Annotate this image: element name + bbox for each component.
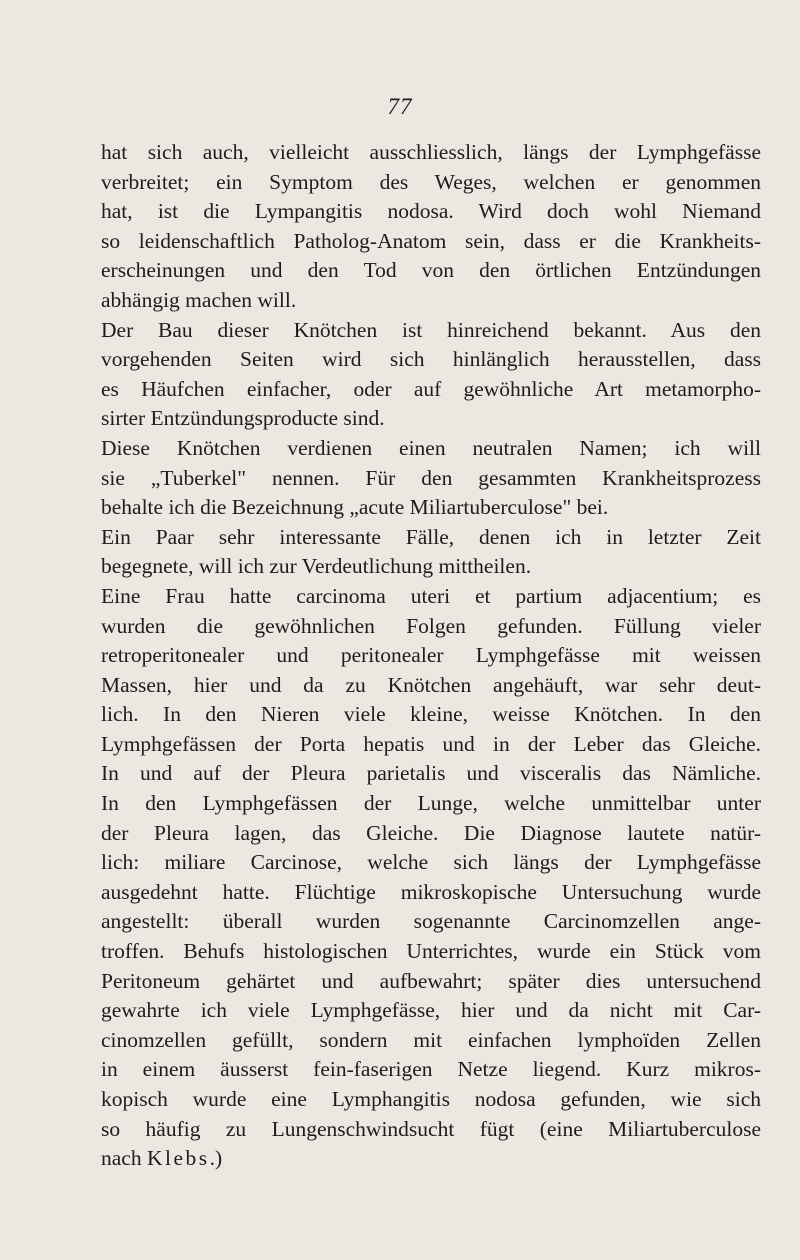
body-text bbox=[101, 138, 761, 1174]
text-line: ausgedehnt hatte. Flüchtige mikroskopische Untersuchung wurde bbox=[101, 879, 761, 904]
text-line: troffen. Behufs histologischen Unterrichtes, wurde ein Stück vom bbox=[101, 939, 761, 964]
author-name: Klebs bbox=[146, 1146, 210, 1171]
text-line: abhängig machen will. bbox=[101, 287, 297, 312]
text-line: verbreitet; ein Symptom des Weges, welchen er genommen bbox=[101, 169, 761, 194]
text-line-final bbox=[101, 1144, 761, 1174]
text-line: es Häufchen einfacher, oder auf gewöhnliche Art metamorpho- bbox=[101, 376, 761, 401]
page-number: 77 bbox=[387, 94, 413, 119]
final-line-prefix: nach bbox=[101, 1146, 142, 1171]
text-line: angestellt: überall wurden sogenannte Carcinomzellen ange- bbox=[101, 909, 761, 934]
text-line: Eine Frau hatte carcinoma uteri et partium adjacentium; es bbox=[101, 583, 761, 608]
text-line: vorgehenden Seiten wird sich hinlänglich herausstellen, dass bbox=[101, 347, 761, 372]
text-line: behalte ich die Bezeichnung „acute Miliartuberculose" bei. bbox=[101, 495, 609, 520]
text-line: Lymphgefässen der Porta hepatis und in der Leber das Gleiche. bbox=[101, 731, 761, 756]
text-line: sie „Tuberkel" nennen. Für den gesammten Krankheitsprozess bbox=[101, 465, 761, 490]
text-line: in einem äusserst fein-faserigen Netze liegend. Kurz mikros- bbox=[101, 1057, 761, 1082]
text-line: Peritoneum gehärtet und aufbewahrt; später dies untersuchend bbox=[101, 968, 761, 993]
text-line: gewahrte ich viele Lymphgefässe, hier und da nicht mit Car- bbox=[101, 998, 761, 1023]
text-line: lich: miliare Carcinose, welche sich längs der Lymphgefässe bbox=[101, 850, 761, 875]
text-line: In den Lymphgefässen der Lunge, welche unmittelbar unter bbox=[101, 791, 761, 816]
final-line-suffix: .) bbox=[209, 1146, 223, 1171]
text-line: so leidenschaftlich Patholog-Anatom sein, dass er die Krankheits- bbox=[101, 228, 761, 253]
text-line: begegnete, will ich zur Verdeutlichung mittheilen. bbox=[101, 554, 532, 579]
text-line: cinomzellen gefüllt, sondern mit einfachen lymphoïden Zellen bbox=[101, 1027, 761, 1052]
text-line: wurden die gewöhnlichen Folgen gefunden. Füllung vieler bbox=[101, 613, 761, 638]
text-line: so häufig zu Lungenschwindsucht fügt (eine Miliartuberculose bbox=[101, 1116, 761, 1141]
text-line: retroperitonealer und peritonealer Lymphgefässe mit weissen bbox=[101, 643, 761, 668]
text-line: Massen, hier und da zu Knötchen angehäuft, war sehr deut- bbox=[101, 672, 761, 697]
text-line: kopisch wurde eine Lymphangitis nodosa gefunden, wie sich bbox=[101, 1087, 761, 1111]
text-line: Diese Knötchen verdienen einen neutralen Namen; ich will bbox=[101, 435, 761, 460]
text-line: In und auf der Pleura parietalis und visceralis das Nämliche. bbox=[101, 761, 761, 786]
text-line: lich. In den Nieren viele kleine, weisse Knötchen. In den bbox=[101, 702, 761, 727]
text-line: der Pleura lagen, das Gleiche. Die Diagnose lautete natür- bbox=[101, 820, 761, 845]
text-line: Ein Paar sehr interessante Fälle, denen ich in letzter Zeit bbox=[101, 524, 761, 549]
text-line: hat, ist die Lympangitis nodosa. Wird doch wohl Niemand bbox=[101, 199, 761, 224]
text-line: erscheinungen und den Tod von den örtlichen Entzündungen bbox=[101, 258, 761, 283]
text-line: Der Bau dieser Knötchen ist hinreichend bekannt. Aus den bbox=[101, 317, 761, 342]
text-line: sirter Entzündungsproducte sind. bbox=[101, 406, 385, 431]
text-line: hat sich auch, vielleicht ausschliesslich, längs der Lymphgefässe bbox=[101, 140, 761, 164]
